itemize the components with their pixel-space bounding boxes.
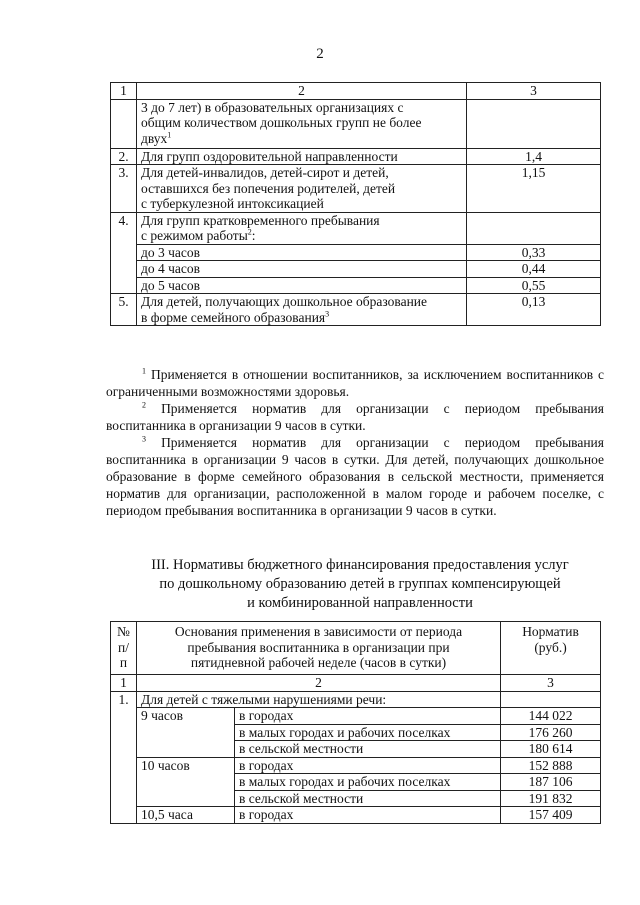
header-cell: 3: [467, 83, 601, 100]
header-basis-cell: Основания применения в зависимости от периода пребывания воспитанника в организации при пятидневной рабочей неделе (часов в сутки): [137, 622, 501, 675]
row-text: Для детей-инвалидов, детей-сирот и детей, оставшихся без попечения родителей, детей с туберкулезной интоксикацией: [137, 165, 467, 213]
table-row: [111, 212, 601, 244]
table-subrow: [111, 277, 601, 294]
place-cell: в сельской местности: [235, 790, 501, 807]
row-text: Для групп оздоровительной направленности: [137, 148, 467, 165]
place-cell: в городах: [235, 757, 501, 774]
header-cell: 3: [501, 675, 601, 692]
row-number: 1.: [111, 691, 137, 823]
footnote: $^2$ Применяется норматив для организации с периодом пребывания воспитанника в организации 9 часов в сутки.: [106, 400, 604, 433]
table-header-row: [111, 622, 601, 675]
row-value: 0,44: [467, 261, 601, 278]
coefficients-table: [110, 82, 601, 326]
header-cell: 2: [137, 675, 501, 692]
row-number: 4.: [111, 212, 137, 294]
norm-value: 157 409: [501, 807, 601, 824]
table-numbers-row: [111, 675, 601, 692]
place-cell: в сельской местности: [235, 741, 501, 758]
row-value: 0,13: [467, 294, 601, 326]
table-subrow: [111, 244, 601, 261]
table-row: [111, 691, 601, 708]
funding-norms-table: [110, 621, 601, 824]
subrow-label: до 3 часов: [137, 244, 467, 261]
norm-value: 152 888: [501, 757, 601, 774]
header-cell: 1: [111, 675, 137, 692]
table-subrow: [111, 261, 601, 278]
row-number: 5.: [111, 294, 137, 326]
table-row: [111, 757, 601, 774]
norm-value: 144 022: [501, 708, 601, 725]
table-row: [111, 148, 601, 165]
place-cell: в малых городах и рабочих поселках: [235, 724, 501, 741]
row-value: 0,55: [467, 277, 601, 294]
header-num-cell: № п/п: [111, 622, 137, 675]
place-cell: в малых городах и рабочих поселках: [235, 774, 501, 791]
period-cell: 10 часов: [137, 757, 235, 807]
subrow-label: до 5 часов: [137, 277, 467, 294]
row-text: 3 до 7 лет) в образовательных организациях с общим количеством дошкольных групп не более двух$^1$: [137, 99, 467, 148]
table-row: [111, 165, 601, 213]
header-cell: 2: [137, 83, 467, 100]
header-norm-cell: Норматив (руб.): [501, 622, 601, 675]
norm-value: 187 106: [501, 774, 601, 791]
row-number: 3.: [111, 165, 137, 213]
norm-value: 180 614: [501, 741, 601, 758]
row-value: 1,4: [467, 148, 601, 165]
row-value: 0,33: [467, 244, 601, 261]
table-header-row: [111, 83, 601, 100]
row-text: Для групп кратковременного пребывания с режимом работы$^2$:: [137, 212, 467, 244]
footnote: $^1$ Применяется в отношении воспитанников, за исключением воспитанников с ограниченными возможностями здоровья.: [106, 366, 605, 399]
row-text: Для детей, получающих дошкольное образование в форме семейного образования$^3$: [137, 294, 467, 326]
footnote: $^3$ Применяется норматив для организации с периодом пребывания воспитанника в организации 9 часов в сутки. Для детей, получающих дошкольное образование в форме семейного образования в сельской местности, применяется норматив для организации, расположенной в малом городе и рабочем поселке, с периодом пребывания воспитанника в организации 9 часов в сутки.: [106, 434, 604, 518]
period-cell: 9 часов: [137, 708, 235, 758]
row-number: 2.: [111, 148, 137, 165]
norm-value: 176 260: [501, 724, 601, 741]
footnotes: [106, 366, 604, 519]
place-cell: в городах: [235, 807, 501, 824]
table-row: [111, 294, 601, 326]
table-row: [111, 708, 601, 725]
period-cell: 10,5 часа: [137, 807, 235, 824]
section-heading: III. Нормативы бюджетного финансирования предоставления услуг по дошкольному образованию детей в группах компенсирующей и комбинированной направленности: [151, 557, 569, 611]
row-title: Для детей с тяжелыми нарушениями речи:: [137, 691, 501, 708]
header-cell: 1: [111, 83, 137, 100]
table-row: [111, 99, 601, 148]
subrow-label: до 4 часов: [137, 261, 467, 278]
page-number: 2: [316, 46, 324, 62]
place-cell: в городах: [235, 708, 501, 725]
table-row: [111, 807, 601, 824]
row-value: 1,15: [467, 165, 601, 213]
norm-value: 191 832: [501, 790, 601, 807]
